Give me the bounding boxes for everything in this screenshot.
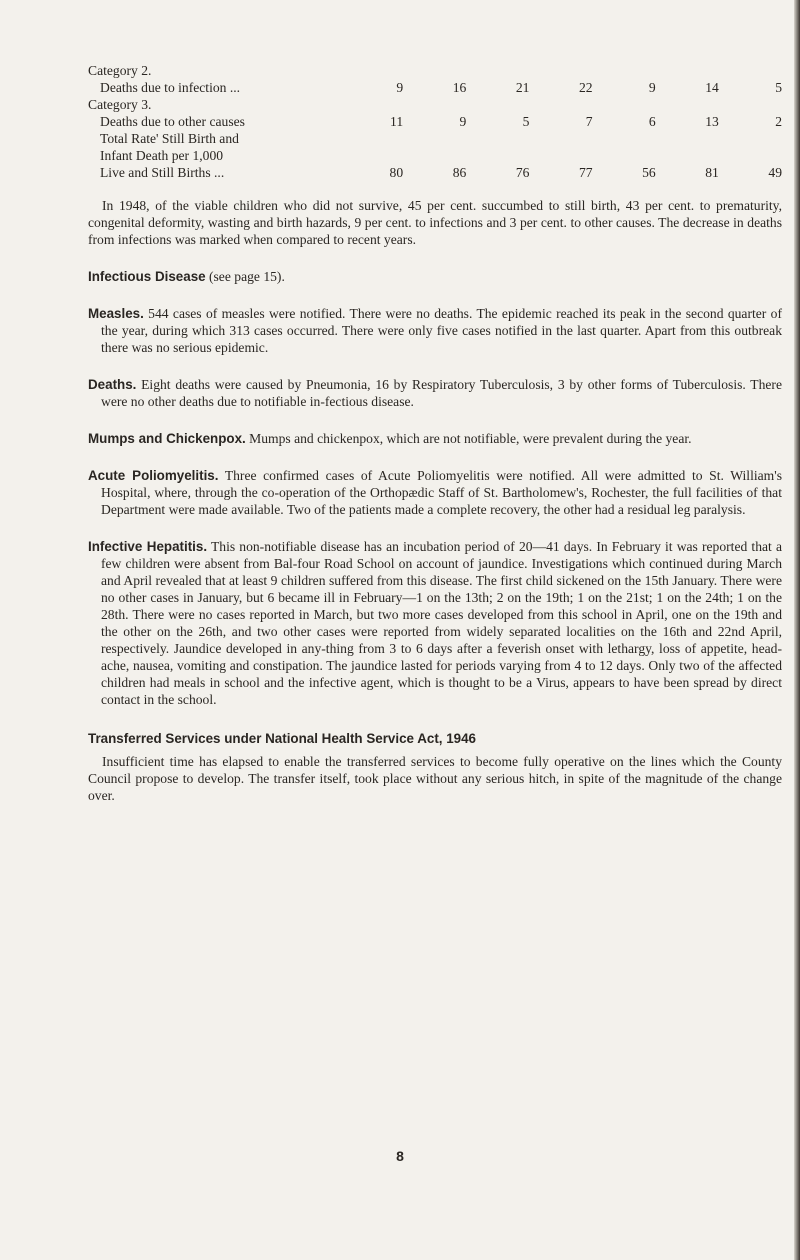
- table-cell: 22: [578, 80, 593, 95]
- section-paragraph: [88, 305, 782, 356]
- table-cell: [719, 130, 782, 147]
- table-cell: [403, 147, 466, 164]
- table-cell: 81: [705, 165, 719, 180]
- table-cell: 80: [389, 165, 404, 180]
- table-cell: 56: [642, 165, 656, 180]
- table-cell: [403, 96, 466, 113]
- table-cell: [593, 62, 656, 79]
- infectious-disease-ref: (see page 15).: [205, 269, 285, 284]
- table-cell: 6: [648, 114, 656, 129]
- table-cell: [466, 147, 529, 164]
- table-cell: [403, 62, 466, 79]
- row-label: Infant Death per 1,000: [100, 148, 224, 163]
- table-cell: 13: [705, 114, 719, 129]
- section-text: Three confirmed cases of Acute Poliomyelitis were notified. All were admitted to St. William's Hospital, where, through the co-operation of the Orthopædic Staff of St. Bartholomew's, Rochester, the full facilities of that Department were made available. Two of the patients made a complete recovery, the other had a residual leg paralysis.: [101, 468, 782, 517]
- table-cell: [340, 147, 403, 164]
- page-edge-shadow: [794, 0, 800, 1260]
- section-heading: Infective Hepatitis.: [88, 539, 208, 554]
- table-cell: 11: [390, 114, 404, 129]
- section-heading: Mumps and Chickenpox.: [88, 431, 246, 446]
- table-cell: 86: [452, 165, 467, 180]
- table-cell: [593, 96, 656, 113]
- table-cell: [529, 147, 592, 164]
- table-cell: [656, 62, 719, 79]
- table-cell: [529, 96, 592, 113]
- row-label: Live and Still Births ...: [100, 165, 225, 180]
- row-label: Category 3.: [88, 97, 152, 112]
- table-cell: 14: [705, 80, 719, 95]
- table-cell: [719, 147, 782, 164]
- table-cell: 5: [775, 80, 782, 95]
- row-label: Category 2.: [88, 63, 152, 78]
- table-cell: [529, 62, 592, 79]
- table-cell: [466, 96, 529, 113]
- section-paragraph: [88, 430, 782, 447]
- table-cell: [719, 62, 782, 79]
- table-cell: [529, 130, 592, 147]
- table-cell: 49: [768, 165, 782, 180]
- table-cell: [656, 96, 719, 113]
- transferred-services-paragraph: Insufficient time has elapsed to enable the transferred services to become fully operative on the lines which the County Council propose to develop. The transfer itself, took place without any serious hitch, in spite of the magnitude of the change over.: [88, 754, 782, 803]
- table-cell: 7: [585, 114, 593, 129]
- page-number: 8: [396, 1148, 404, 1164]
- table-cell: [340, 96, 403, 113]
- table-cell: 9: [648, 80, 656, 95]
- section-text: Mumps and chickenpox, which are not notifiable, were prevalent during the year.: [245, 431, 692, 446]
- table-row: [88, 113, 782, 130]
- table-cell: 9: [459, 114, 467, 129]
- table-cell: [340, 62, 403, 79]
- mortality-table: [88, 62, 782, 181]
- section-text: 544 cases of measles were notified. There were no deaths. The epidemic reached its peak in the second quarter of the year, during which 313 cases occurred. There were only five cases notified in the last quarter. Apart from this outbreak there was no serious epidemic.: [101, 306, 782, 355]
- transferred-services-heading: Transferred Services under National Health Service Act, 1946: [88, 731, 477, 746]
- infectious-disease-heading: [88, 268, 782, 285]
- table-row: [88, 79, 782, 96]
- table-row: [88, 62, 782, 79]
- infectious-disease-title: Infectious Disease: [88, 269, 206, 284]
- section-text: Eight deaths were caused by Pneumonia, 16 by Respiratory Tuberculosis, 3 by other forms of Tuberculosis. There were no other deaths due to notifiable in-fectious disease.: [101, 377, 782, 409]
- table-cell: 76: [515, 165, 530, 180]
- table-cell: [719, 96, 782, 113]
- section-text: This non-notifiable disease has an incubation period of 20—41 days. In February it was reported that a few children were absent from Bal-four Road School on account of jaundice. Investigations which continued during March and April revealed that at least 9 children suffered from this disease. The first child sickened on the 15th January. There were no other cases in January, but 6 became ill in February—1 on the 13th; 2 on the 19th; 1 on the 21st; 1 on the 24th; 1 on the 28th. There were no cases reported in March, but two more cases developed from this school in April, one on the 19th and the other on the 26th, and two other cases were reported from widely separated localities on the 16th and 22nd April, respectively. Jaundice developed in any-thing from 3 to 6 days after a feverish onset with lethargy, loss of appetite, head-ache, nausea, vomiting and constipation. The jaundice lasted for periods varying from 4 to 12 days. Only two of the affected children had meals in school and the infective agent, which is thought to be a Virus, appears to have been spread by direct contact in the school.: [101, 539, 782, 707]
- table-cell: 5: [522, 114, 530, 129]
- row-label: Deaths due to other causes: [100, 114, 245, 129]
- section-paragraph: [88, 538, 782, 708]
- table-cell: [656, 147, 719, 164]
- table-cell: [593, 147, 656, 164]
- table-cell: [593, 130, 656, 147]
- section-paragraph: [88, 467, 782, 518]
- intro-paragraph: In 1948, of the viable children who did not survive, 45 per cent. succumbed to still birth, 43 per cent. to prematurity, congenital deformity, wasting and birth hazards, 9 per cent. to infections and 3 per cent. to other causes. The decrease in deaths from infections was marked when compared to recent years.: [88, 198, 782, 247]
- table-cell: 21: [515, 80, 530, 95]
- section-heading: Deaths.: [88, 377, 137, 392]
- section-heading: Measles.: [88, 306, 144, 321]
- table-cell: [466, 62, 529, 79]
- row-label: Total Rate' Still Birth and: [100, 131, 239, 146]
- table-cell: 9: [396, 80, 404, 95]
- table-row: [88, 164, 782, 181]
- table-row: [88, 96, 782, 113]
- table-cell: [656, 130, 719, 147]
- table-cell: 2: [775, 114, 782, 129]
- table-cell: [403, 130, 466, 147]
- document-page: [88, 62, 782, 804]
- table-cell: 77: [578, 165, 593, 180]
- table-cell: [466, 130, 529, 147]
- row-label: Deaths due to infection ...: [100, 80, 241, 95]
- section-paragraph: [88, 376, 782, 410]
- table-cell: [340, 130, 403, 147]
- table-cell: 16: [452, 80, 467, 95]
- section-heading: Acute Poliomyelitis.: [88, 468, 219, 483]
- table-row: [88, 147, 782, 164]
- table-row: [88, 130, 782, 147]
